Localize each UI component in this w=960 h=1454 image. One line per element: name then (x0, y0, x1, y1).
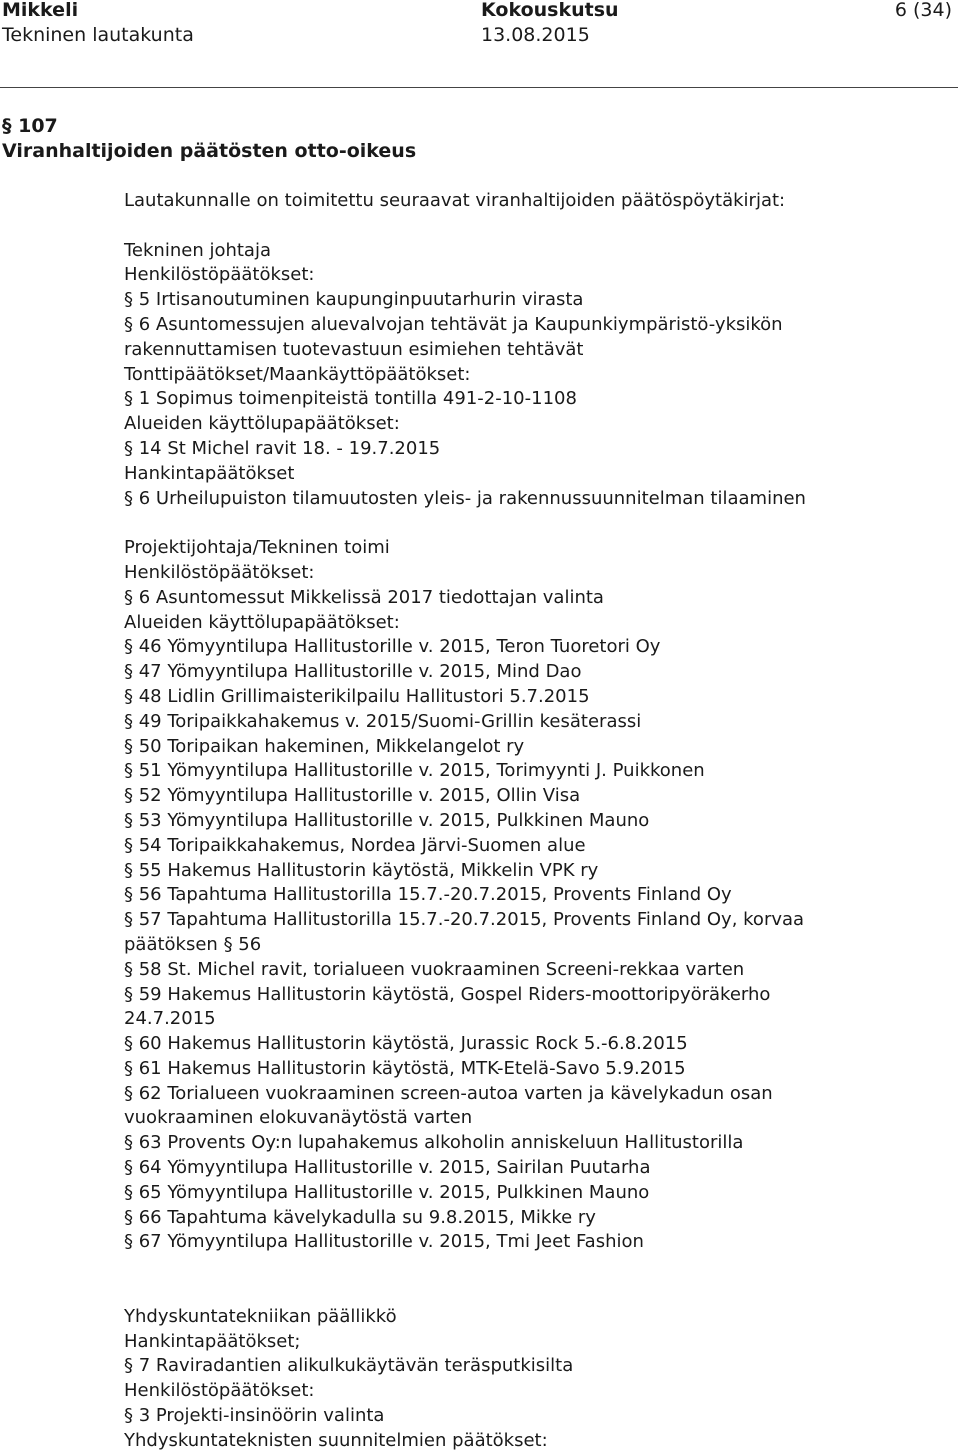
section-title: Viranhaltijoiden päätösten otto-oikeus (2, 140, 417, 162)
body-line: § 7 Raviradantien alikulkukäytävän teräsputkisilta (124, 1355, 574, 1377)
body-line: § 52 Yömyyntilupa Hallitustorille v. 2015, Ollin Visa (124, 785, 581, 807)
body-line: § 65 Yömyyntilupa Hallitustorille v. 2015, Pulkkinen Mauno (124, 1181, 650, 1203)
body-line: § 59 Hakemus Hallitustorin käytöstä, Gospel Riders-moottoripyöräkerho (124, 983, 771, 1005)
body-line: § 14 St Michel ravit 18. - 19.7.2015 (124, 437, 441, 459)
body-line: § 49 Toripaikkahakemus v. 2015/Suomi-Grillin kesäterassi (124, 710, 642, 732)
body-line: § 64 Yömyyntilupa Hallitustorille v. 2015, Sairilan Puutarha (124, 1157, 651, 1179)
body-line: § 66 Tapahtuma kävelykadulla su 9.8.2015, Mikke ry (124, 1206, 596, 1228)
body-line: § 60 Hakemus Hallitustorin käytöstä, Jurassic Rock 5.-6.8.2015 (124, 1033, 688, 1055)
blank-line (124, 1255, 924, 1280)
body-line: vuokraaminen elokuvanäytöstä varten (124, 1107, 473, 1129)
body-line: Projektijohtaja/Tekninen toimi (124, 537, 390, 559)
section-number: § 107 (2, 115, 58, 137)
body-line: § 6 Asuntomessut Mikkelissä 2017 tiedottajan valinta (124, 586, 604, 608)
body-line: § 58 St. Michel ravit, torialueen vuokraaminen Screeni-rekkaa varten (124, 958, 745, 980)
body-line: § 63 Provents Oy:n lupahakemus alkoholin anniskeluun Hallitustorilla (124, 1132, 744, 1154)
body-line: Henkilöstöpäätökset: (124, 1380, 315, 1402)
body-line: § 46 Yömyyntilupa Hallitustorille v. 2015, Teron Tuoretori Oy (124, 636, 661, 658)
body-line: § 67 Yömyyntilupa Hallitustorille v. 2015, Tmi Jeet Fashion (124, 1231, 644, 1253)
body-line: Tekninen johtaja (124, 239, 271, 261)
body-line: § 48 Lidlin Grillimaisterikilpailu Hallitustori 5.7.2015 (124, 685, 590, 707)
body-line: Yhdyskuntatekniikan päällikkö (124, 1305, 397, 1327)
body-line: Hankintapäätökset (124, 462, 295, 484)
body-line: Tonttipäätökset/Maankäyttöpäätökset: (124, 363, 471, 385)
body-line: päätöksen § 56 (124, 933, 262, 955)
body-line: Alueiden käyttölupapäätökset: (124, 611, 400, 633)
blank-line (124, 1280, 924, 1305)
body-line: § 50 Toripaikan hakeminen, Mikkelangelot ry (124, 735, 525, 757)
page-header (0, 0, 960, 90)
body-line: § 51 Yömyyntilupa Hallitustorille v. 2015, Torimyynti J. Puikkonen (124, 760, 705, 782)
body-line: § 6 Urheilupuiston tilamuutosten yleis- ja rakennussuunnitelman tilaaminen (124, 487, 806, 509)
body-line: Henkilöstöpäätökset: (124, 561, 315, 583)
department-name: Tekninen lautakunta (2, 24, 194, 46)
page-number: 6 (34) (894, 0, 952, 21)
body-line: Yhdyskuntateknisten suunnitelmien päätökset: (124, 1429, 548, 1451)
meeting-date: 13.08.2015 (481, 24, 590, 46)
document-body (124, 189, 924, 1454)
document-type: Kokouskutsu (481, 0, 619, 21)
body-line: § 57 Tapahtuma Hallitustorilla 15.7.-20.7.2015, Provents Finland Oy, korvaa (124, 909, 805, 931)
body-line: 24.7.2015 (124, 1008, 216, 1030)
body-line: § 54 Toripaikkahakemus, Nordea Järvi-Suomen alue (124, 834, 586, 856)
body-line: § 61 Hakemus Hallitustorin käytöstä, MTK-Etelä-Savo 5.9.2015 (124, 1057, 686, 1079)
body-line: § 53 Yömyyntilupa Hallitustorille v. 2015, Pulkkinen Mauno (124, 809, 650, 831)
blank-line (124, 214, 924, 239)
body-line: § 56 Tapahtuma Hallitustorilla 15.7.-20.7.2015, Provents Finland Oy (124, 884, 732, 906)
body-line: Henkilöstöpäätökset: (124, 264, 315, 286)
body-line: § 1 Sopimus toimenpiteistä tontilla 491-2-10-1108 (124, 388, 577, 410)
body-line: Hankintapäätökset; (124, 1330, 301, 1352)
section-heading (2, 114, 416, 164)
header-divider (0, 87, 958, 88)
body-line: § 5 Irtisanoutuminen kaupunginpuutarhurin virasta (124, 289, 584, 311)
body-line: Lautakunnalle on toimitettu seuraavat viranhaltijoiden päätöspöytäkirjat: (124, 190, 786, 211)
body-line: § 55 Hakemus Hallitustorin käytöstä, Mikkelin VPK ry (124, 859, 599, 881)
body-line: § 47 Yömyyntilupa Hallitustorille v. 2015, Mind Dao (124, 661, 582, 683)
organization-name: Mikkeli (2, 0, 79, 21)
body-line: Alueiden käyttölupapäätökset: (124, 413, 400, 435)
blank-line (124, 511, 924, 536)
body-line: § 62 Torialueen vuokraaminen screen-autoa varten ja kävelykadun osan (124, 1082, 773, 1104)
body-line: § 6 Asuntomessujen aluevalvojan tehtävät ja Kaupunkiympäristö-yksikön (124, 313, 783, 335)
body-line: § 3 Projekti-insinöörin valinta (124, 1405, 385, 1427)
body-line: rakennuttamisen tuotevastuun esimiehen tehtävät (124, 338, 584, 360)
